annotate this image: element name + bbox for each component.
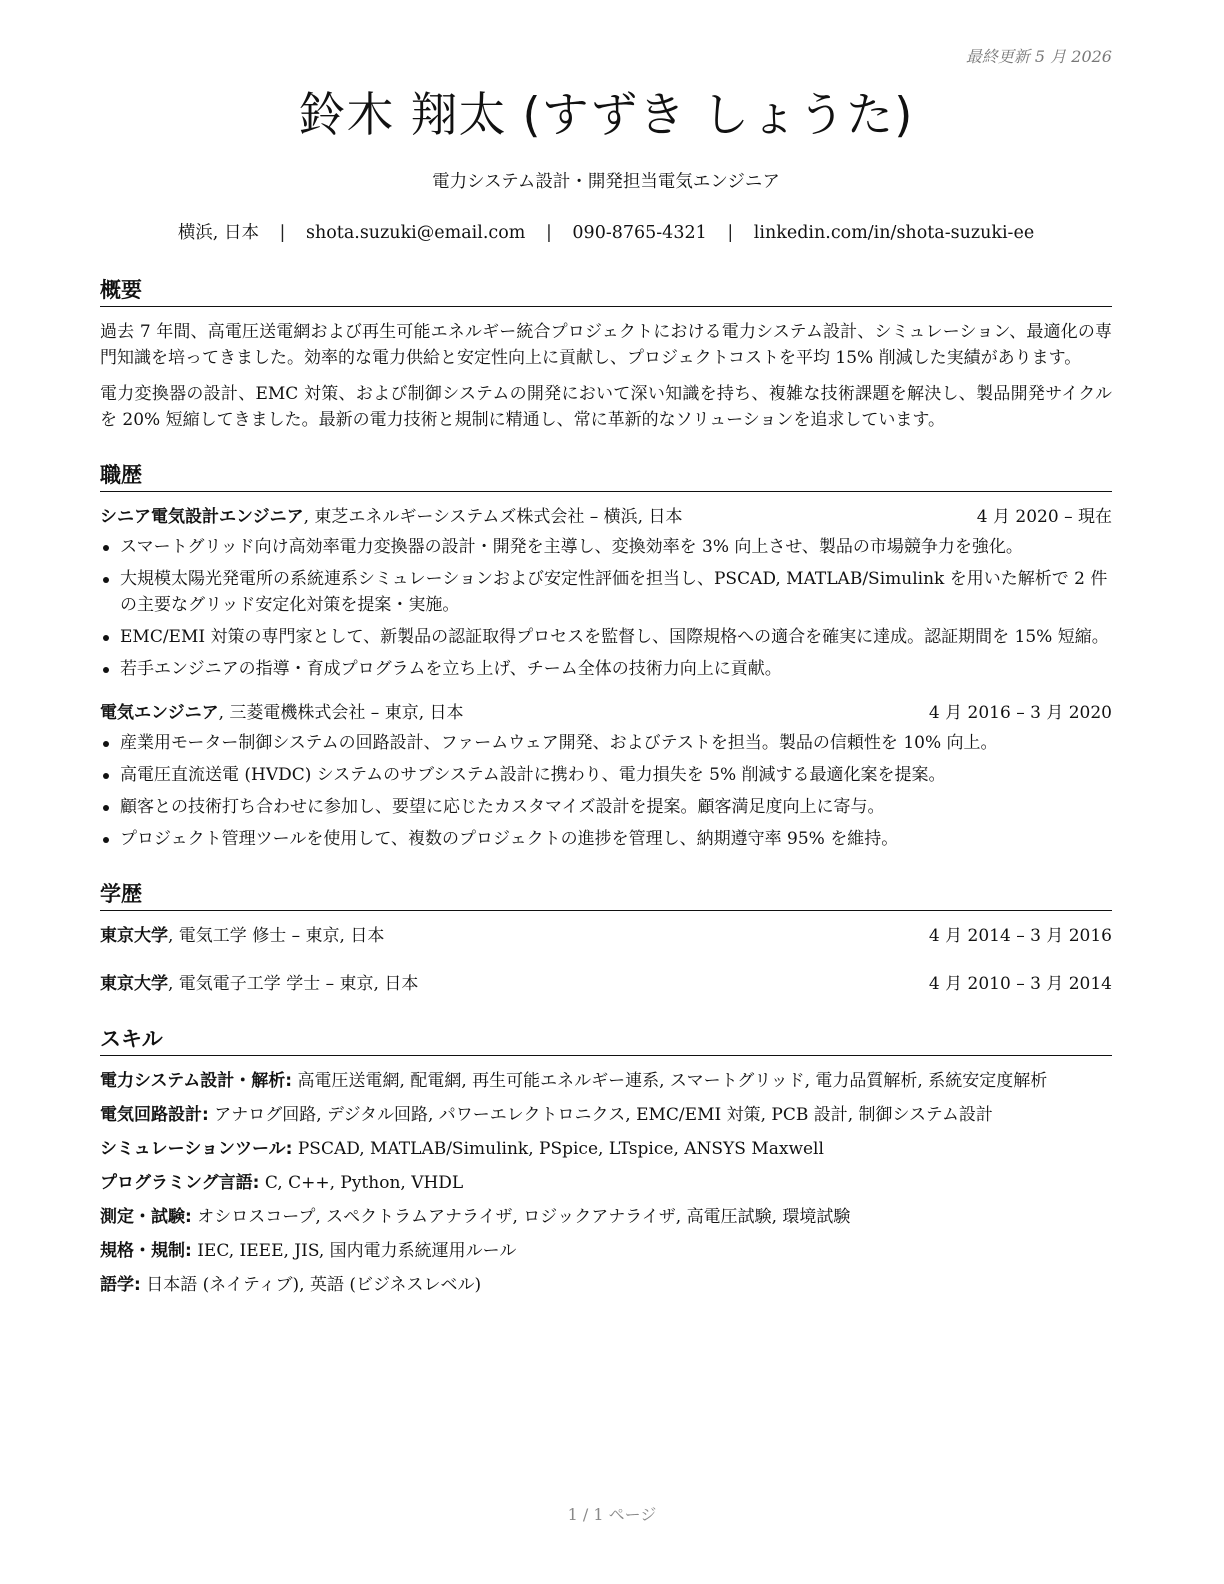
skill-label: 語学: (100, 1275, 141, 1295)
section-title-education: 学歴 (100, 878, 1112, 911)
job-company: , 三菱電機株式会社 – 東京, 日本 (218, 703, 464, 723)
page-number: 1 / 1 ページ (567, 1505, 657, 1524)
skill-label: 測定・試験: (100, 1207, 192, 1227)
section-title-experience: 職歴 (100, 459, 1112, 492)
skill-value: 高電圧送電網, 配電網, 再生可能エネルギー連系, スマートグリッド, 電力品質解析, 系統安定度解析 (292, 1071, 1048, 1091)
skill-row (100, 1272, 1112, 1298)
list-item: 高電圧直流送電 (HVDC) システムのサブシステム設計に携わり、電力損失を 5% 削減する最適化案を提案。 (100, 762, 1112, 788)
person-name: 鈴木 翔太 (すずき しょうた) (298, 88, 914, 143)
skill-value: アナログ回路, デジタル回路, パワーエレクトロニクス, EMC/EMI 対策, PCB 設計, 制御システム設計 (208, 1105, 993, 1125)
job-bullets (100, 534, 1112, 682)
skill-row (100, 1068, 1112, 1094)
contact-phone[interactable]: 090-8765-4321 (572, 223, 707, 243)
skill-label: 規格・規制: (100, 1241, 192, 1261)
skill-value: PSCAD, MATLAB/Simulink, PSpice, LTspice, ANSYS Maxwell (292, 1139, 824, 1159)
skill-value: オシロスコープ, スペクトラムアナライザ, ロジックアナライザ, 高電圧試験, 環境試験 (191, 1207, 851, 1227)
list-item: 顧客との技術打ち合わせに参加し、要望に応じたカスタマイズ設計を提案。顧客満足度向上に寄与。 (100, 794, 1112, 820)
list-item: EMC/EMI 対策の専門家として、新製品の認証取得プロセスを監督し、国際規格への適合を確実に達成。認証期間を 15% 短縮。 (100, 624, 1112, 650)
summary-paragraph: 電力変換器の設計、EMC 対策、および制御システムの開発において深い知識を持ち、複雑な技術課題を解決し、製品開発サイクルを 20% 短縮してきました。最新の電力技術と規制に精通し、常に革新的なソリューションを追求しています。 (100, 384, 1112, 430)
list-item: 大規模太陽光発電所の系統連系シミュレーションおよび安定性評価を担当し、PSCAD, MATLAB/Simulink を用いた解析で 2 件の主要なグリッド安定化対策を提案・実施。 (100, 566, 1112, 618)
job-company: , 東芝エネルギーシステムズ株式会社 – 横浜, 日本 (303, 507, 683, 527)
job-entry (100, 504, 1112, 682)
section-title-summary: 概要 (100, 274, 1112, 307)
job-dates: 4 月 2020 – 現在 (976, 507, 1112, 527)
contact-location: 横浜, 日本 (177, 223, 259, 243)
list-item: 若手エンジニアの指導・育成プログラムを立ち上げ、チーム全体の技術力向上に貢献。 (100, 656, 1112, 682)
education-entry (100, 971, 1112, 997)
contact-line (100, 219, 1112, 244)
job-dates: 4 月 2016 – 3 月 2020 (928, 703, 1112, 723)
education-line (100, 923, 384, 949)
contact-separator: | (279, 223, 286, 243)
contact-linkedin[interactable]: linkedin.com/in/shota-suzuki-ee (753, 223, 1035, 243)
school-name: 東京大学 (100, 926, 168, 946)
job-title-line (100, 700, 464, 726)
list-item: 産業用モーター制御システムの回路設計、ファームウェア開発、およびテストを担当。製品の信頼性を 10% 向上。 (100, 730, 1112, 756)
school-name: 東京大学 (100, 974, 168, 994)
skill-label: シミュレーションツール: (100, 1139, 293, 1159)
skill-label: プログラミング言語: (100, 1173, 260, 1193)
last-updated: 最終更新 5 月 2026 (965, 47, 1112, 66)
skill-row (100, 1136, 1112, 1162)
skill-row (100, 1204, 1112, 1230)
job-role: 電気エンジニア (100, 703, 219, 723)
skill-value: IEC, IEEE, JIS, 国内電力系統運用ルール (191, 1241, 517, 1261)
skill-value: C, C++, Python, VHDL (259, 1173, 464, 1193)
resume-page (100, 0, 1112, 1306)
job-role: シニア電気設計エンジニア (100, 507, 304, 527)
job-header (100, 700, 1112, 726)
skill-row (100, 1170, 1112, 1196)
education-entry (100, 923, 1112, 949)
job-title-line (100, 504, 682, 530)
skill-value: 日本語 (ネイティブ), 英語 (ビジネスレベル) (140, 1275, 482, 1295)
education-line (100, 971, 418, 997)
skill-label: 電気回路設計: (100, 1105, 209, 1125)
list-item: スマートグリッド向け高効率電力変換器の設計・開発を主導し、変換効率を 3% 向上させ、製品の市場競争力を強化。 (100, 534, 1112, 560)
summary-paragraph: 過去 7 年間、高電圧送電網および再生可能エネルギー統合プロジェクトにおける電力システム設計、シミュレーション、最適化の専門知識を培ってきました。効率的な電力供給と安定性向上に貢献し、プロジェクトコストを平均 15% 削減した実績があります。 (100, 322, 1112, 368)
education-dates: 4 月 2014 – 3 月 2016 (928, 926, 1112, 946)
job-tagline: 電力システム設計・開発担当電気エンジニア (432, 172, 780, 192)
skill-row (100, 1238, 1112, 1264)
contact-separator: | (545, 223, 552, 243)
contact-email[interactable]: shota.suzuki@email.com (306, 223, 526, 243)
job-bullets (100, 730, 1112, 852)
contact-separator: | (727, 223, 734, 243)
list-item: プロジェクト管理ツールを使用して、複数のプロジェクトの進捗を管理し、納期遵守率 95% を維持。 (100, 826, 1112, 852)
education-dates: 4 月 2010 – 3 月 2014 (928, 974, 1112, 994)
degree-detail: , 電気電子工学 学士 – 東京, 日本 (168, 974, 419, 994)
job-header (100, 504, 1112, 530)
section-title-skills: スキル (100, 1023, 1112, 1056)
skill-label: 電力システム設計・解析: (100, 1071, 293, 1091)
job-entry (100, 700, 1112, 852)
skill-row (100, 1102, 1112, 1128)
degree-detail: , 電気工学 修士 – 東京, 日本 (168, 926, 385, 946)
